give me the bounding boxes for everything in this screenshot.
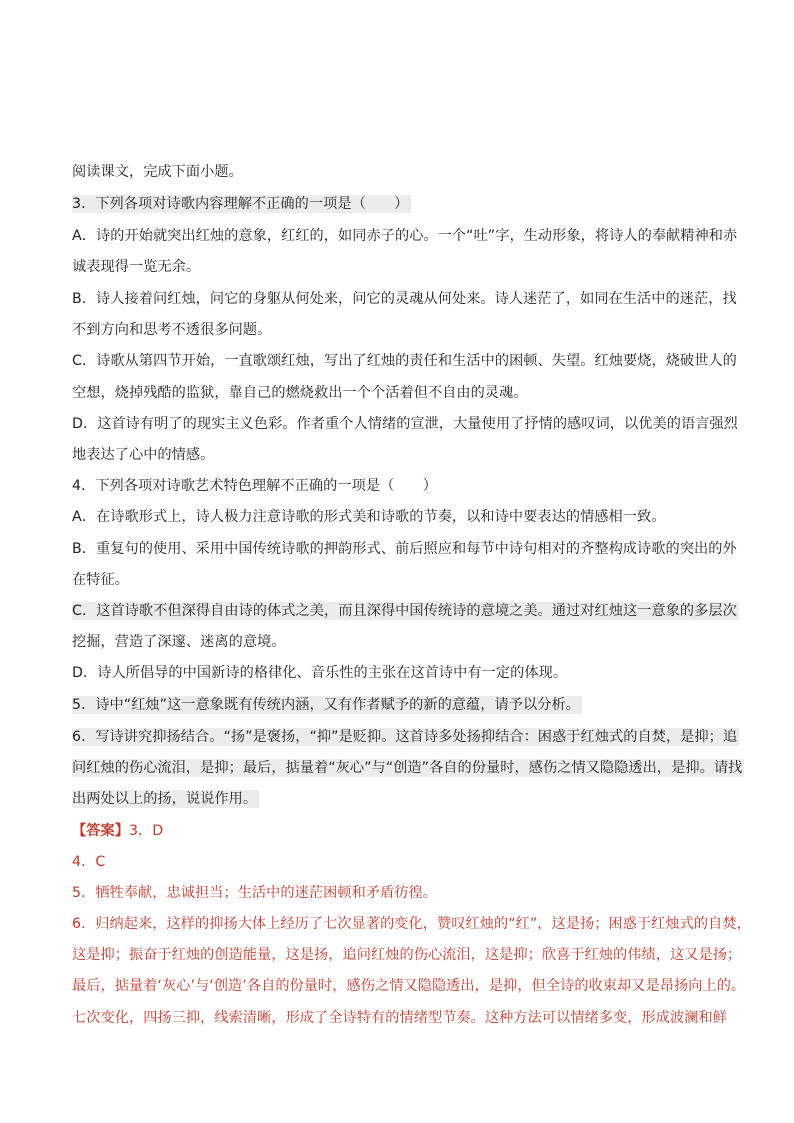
answer-header-line	[72, 820, 163, 842]
question-3-option-b-line-1: B．诗人接着问红烛，问它的身躯从何处来，问它的灵魂从何处来。诗人迷茫了，如同在生活中的迷茫，找	[72, 291, 737, 307]
answer-6-line-4: 七次变化，四扬三抑，线索清晰，形成了全诗特有的情绪型节奏。这种方法可以情绪多变，形成波澜和鲜	[72, 1010, 727, 1026]
question-3-option-a-line-1: A．诗的开始就突出红烛的意象，红红的，如同赤子的心。一个“吐”字，生动形象，将诗人的奉献精神和赤	[72, 228, 738, 244]
question-5-stem: 5．诗中“红烛”这一意象既有传统内涵，又有作者赋予的新的意蕴，请予以分析。	[72, 697, 580, 713]
question-6-stem-line-1: 6．写诗讲究抑扬结合。“扬”是褒扬，“抑”是贬抑。这首诗多处扬抑结合：困惑于红烛式的自焚，是抑；追	[72, 729, 738, 745]
answer-6-line-2: 这是抑；振奋于红烛的创造能量，这是扬，追问红烛的伤心流泪，这是抑；欣喜于红烛的伟绩，这又是扬；	[72, 947, 742, 963]
question-3-option-c-line-2: 空想，烧掉残酷的监狱，靠自己的燃烧救出一个个活着但不自由的灵魂。	[72, 385, 528, 401]
question-6-stem-line-3: 出两处以上的扬，说说作用。	[72, 791, 258, 807]
question-4-option-c-line-2: 挖掘，营造了深邃、迷离的意境。	[72, 634, 286, 650]
question-3-option-d-line-2: 地表达了心中的情感。	[72, 447, 215, 463]
question-4-option-c-line-1: C．这首诗歌不但深得自由诗的体式之美，而且深得中国传统诗的意境之美。通过对红烛这一意象的多层次	[72, 603, 737, 619]
question-4-option-b-line-2: 在特征。	[72, 572, 129, 588]
answer-6-line-1: 6．归纳起来，这样的抑扬大体上经历了七次显著的变化，赞叹红烛的“红”，这是扬；困惑于红烛式的自焚，	[72, 916, 751, 932]
question-3-stem: 3．下列各项对诗歌内容理解不正确的一项是（ ）	[72, 196, 409, 212]
answer-label: 【答案】	[72, 823, 129, 839]
answer-3: 3．D	[128, 823, 164, 839]
question-3-option-b-line-2: 不到方向和思考不透很多问题。	[72, 322, 272, 338]
question-4-option-a: A．在诗歌形式上，诗人极力注意诗歌的形式美和诗歌的节奏，以和诗中要表达的情感相一致。	[72, 509, 666, 525]
answer-5: 5．牺牲奉献，忠诚担当；生活中的迷茫困顿和矛盾彷徨。	[72, 885, 438, 901]
question-3-option-a-line-2: 诚表现得一览无余。	[72, 259, 201, 275]
question-3-option-c-line-1: C．诗歌从第四节开始，一直歌颂红烛，写出了红烛的责任和生活中的困顿、失望。红烛要烧，烧破世人的	[72, 353, 737, 369]
question-4-stem: 4．下列各项对诗歌艺术特色理解不正确的一项是（ ）	[72, 478, 438, 494]
question-3-option-d-line-1: D．这首诗有明了的现实主义色彩。作者重个人情绪的宣泄，大量使用了抒情的感叹词，以优美的语言强烈	[72, 416, 738, 432]
answer-4: 4．C	[72, 854, 106, 870]
question-4-option-d: D．诗人所倡导的中国新诗的格律化、音乐性的主张在这首诗中有一定的体现。	[72, 665, 568, 681]
reading-instruction: 阅读课文，完成下面小题。	[72, 164, 243, 180]
question-4-option-b-line-1: B．重复句的使用、采用中国传统诗歌的押韵形式、前后照应和每节中诗句相对的齐整构成诗歌的突出的外	[72, 541, 737, 557]
answer-6-line-3: 最后，掂量着‘灰心’与‘创造’各自的份量时，感伤之情又隐隐透出，是抑，但全诗的收束却又是昂扬向上的。	[72, 978, 746, 994]
question-6-stem-line-2: 问红烛的伤心流泪，是抑；最后，掂量着“灰心”与“创造”各自的份量时，感伤之情又隐隐透出，是抑。请找	[72, 760, 743, 776]
